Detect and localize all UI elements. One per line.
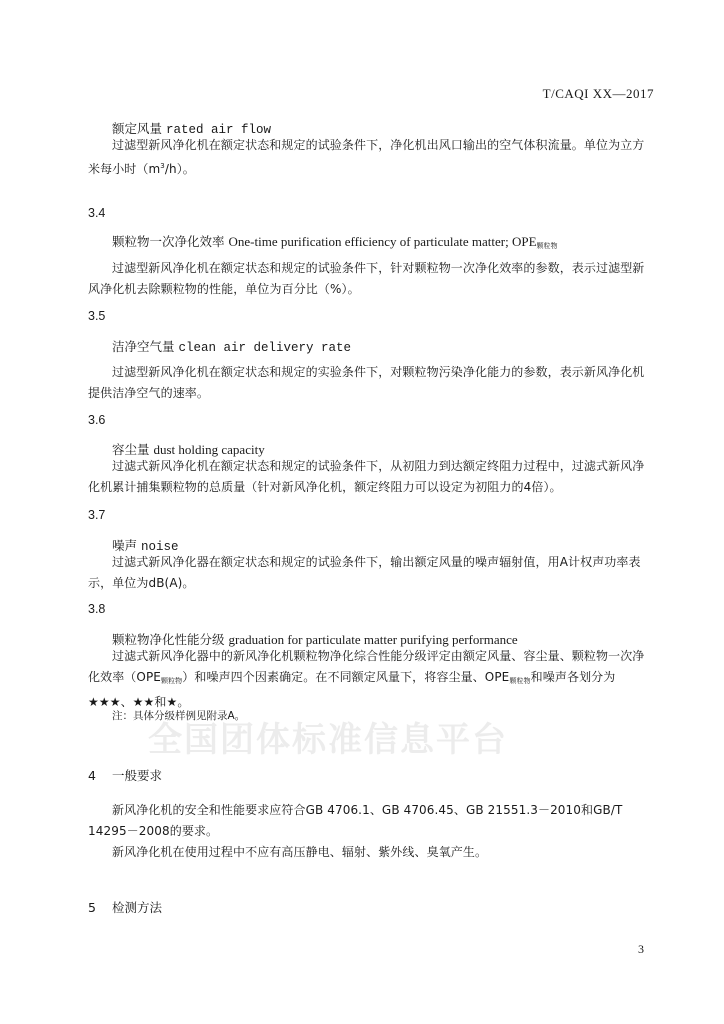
definition-cadr: 过滤型新风净化机在额定状态和规定的实验条件下，对颗粒物污染净化能力的参数，表示新风净化机提供洁净空气的速率。 — [88, 365, 645, 400]
superscript: 3 — [160, 162, 165, 170]
general-requirements-para-2: 新风净化机在使用过程中不应有高压静电、辐射、紫外线、臭氧产生。 — [112, 845, 488, 859]
definition-dust-holding: 过滤式新风净化机在额定状态和规定的试验条件下，从初阻力到达额定终阻力过程中，过滤式新风净化机累计捕集颗粒物的总质量（针对新风净化机，额定终阻力可以设定为初阻力的4倍）。 — [88, 459, 645, 494]
definition-ope: 过滤型新风净化机在额定状态和规定的试验条件下，针对颗粒物一次净化效率的参数，表示过滤型新风净化机去除颗粒物的性能，单位为百分比（%）。 — [88, 261, 645, 296]
term-zh: 容尘量 — [112, 442, 150, 457]
definition-text: 过滤式新风净化器中的新风净化机颗粒物净化综合性能分级评定由额定风量、容尘量、颗粒物一次净化效率（OPE — [88, 649, 645, 684]
definition-text: 过滤型新风净化机在额定状态和规定的试验条件下，净化机出风口输出的空气体积流量。单位为立方米每小时（m — [88, 138, 645, 176]
subscript: 颗粒物 — [160, 677, 183, 685]
term-en: rated air flow — [166, 123, 272, 137]
term-ope — [112, 232, 558, 251]
term-cadr — [112, 337, 351, 355]
term-en: dust holding capacity — [153, 442, 265, 457]
term-en: One-time purification efficiency of particulate matter; OPE — [228, 234, 537, 249]
term-zh: 噪声 — [112, 538, 138, 553]
clause-number: 3.4 — [88, 206, 106, 220]
definition-text: 和噪声各划分为★★★、★★和★。 — [88, 670, 616, 709]
term-zh: 颗粒物净化性能分级 — [112, 632, 225, 647]
standard-code-header: T/CAQI XX—2017 — [542, 86, 654, 101]
term-en: graduation for particulate matter purifying performance — [228, 632, 518, 647]
term-en: noise — [141, 540, 179, 554]
definition-graduation — [88, 646, 656, 713]
clause-number: 3.6 — [88, 413, 106, 427]
section-title: 检测方法 — [112, 900, 163, 915]
definition-rated-air-flow — [88, 135, 656, 180]
term-zh: 颗粒物一次净化效率 — [112, 234, 225, 249]
term-subscript: 颗粒物 — [536, 242, 558, 250]
definition-text: ）和噪声四个因素确定。在不同额定风量下，将容尘量、OPE — [182, 670, 510, 684]
clause-number: 3.7 — [88, 508, 106, 522]
definition-text: /h）。 — [164, 162, 195, 176]
clause-number: 3.5 — [88, 309, 106, 323]
general-requirements-para-1: 新风净化机的安全和性能要求应符合GB 4706.1、GB 4706.45、GB 21551.3－2010和GB/T 14295－2008的要求。 — [88, 803, 623, 838]
term-zh: 洁净空气量 — [112, 339, 175, 354]
clause-number: 3.8 — [88, 602, 106, 616]
term-en: clean air delivery rate — [178, 341, 352, 355]
section-heading-4 — [88, 766, 162, 784]
section-heading-5 — [88, 898, 162, 916]
section-title: 一般要求 — [112, 768, 163, 783]
definition-noise: 过滤式新风净化器在额定状态和规定的试验条件下，输出额定风量的噪声辐射值，用A计权声功率表示，单位为dB(A)。 — [88, 555, 641, 590]
section-number: 5 — [88, 900, 96, 915]
watermark: 全国团体标准信息平台 — [148, 720, 508, 760]
page-number: 3 — [638, 942, 644, 956]
term-zh: 额定风量 — [112, 121, 163, 136]
subscript: 颗粒物 — [509, 677, 531, 685]
note: 注：具体分级样例见附录A。 — [112, 710, 246, 722]
section-number: 4 — [88, 768, 96, 783]
